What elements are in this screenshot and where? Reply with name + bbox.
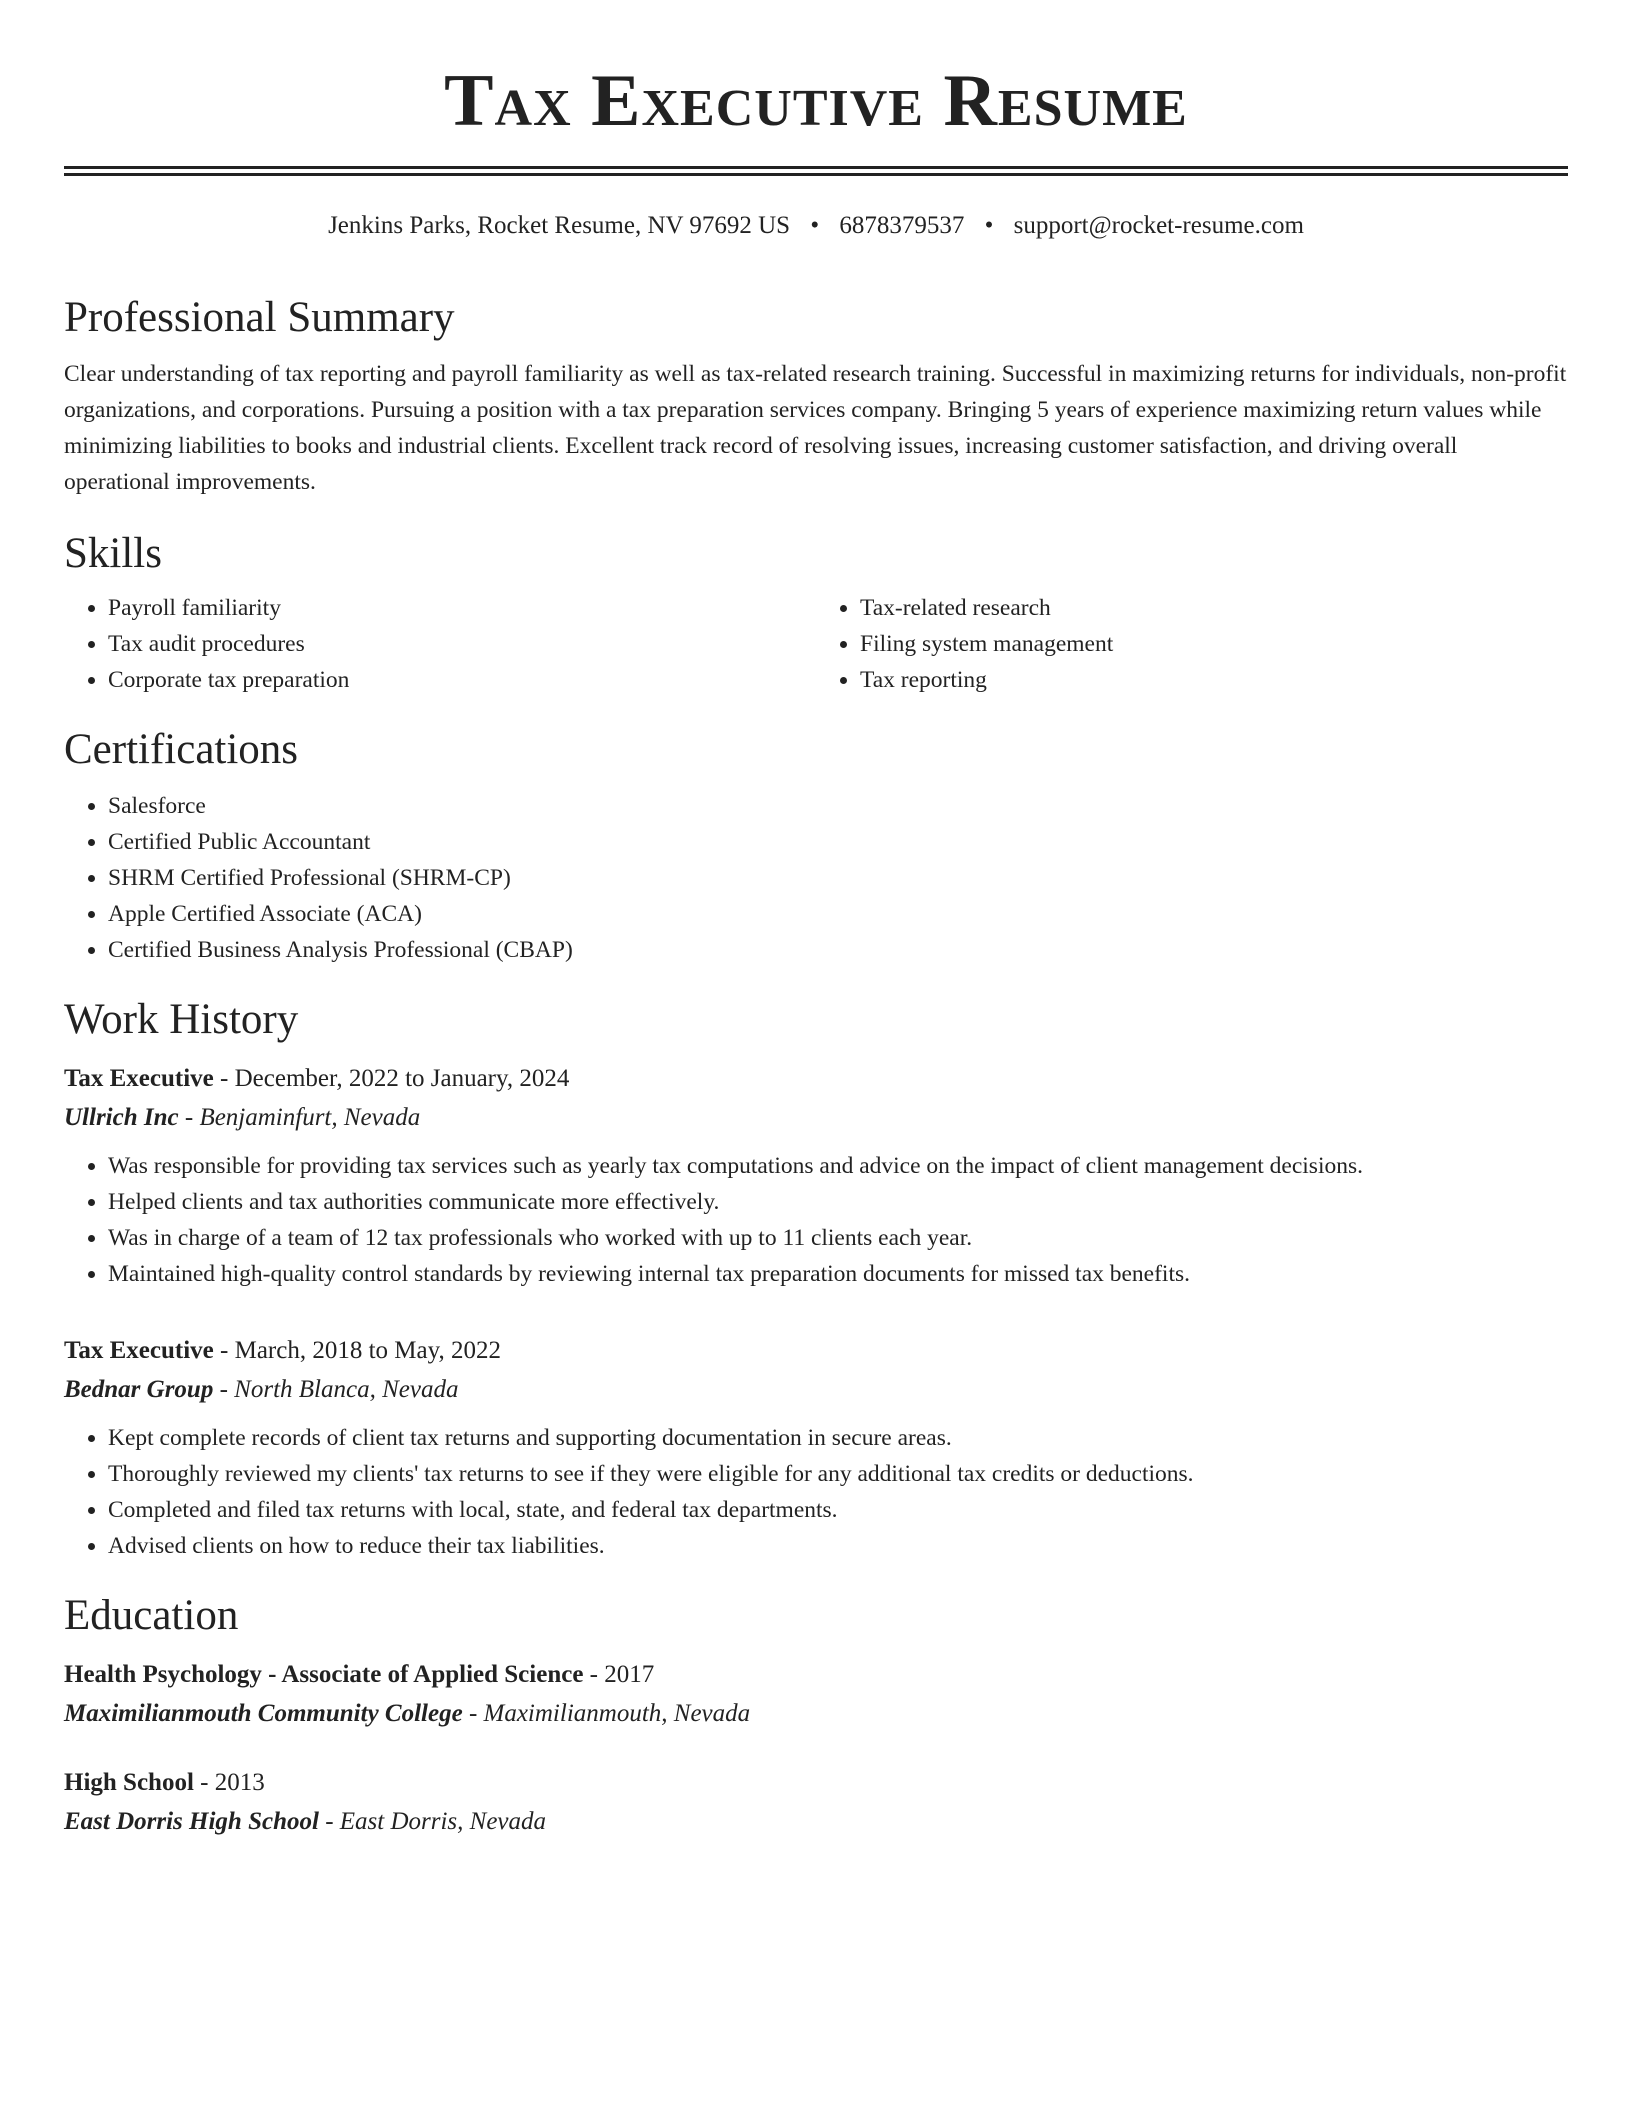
skills-section xyxy=(64,528,1568,698)
job-company: Bednar Group xyxy=(64,1376,214,1403)
skill-item: • Tax-related research xyxy=(860,590,1568,626)
job-bullet: • Was responsible for providing tax services such as yearly tax computations and advice on the impact of client management decisions. xyxy=(108,1148,1568,1184)
job-dates: March, 2018 to May, 2022 xyxy=(234,1337,502,1364)
certifications-list xyxy=(64,788,1568,968)
certification-item: • Certified Business Analysis Professional (CBAP) xyxy=(108,932,1568,968)
education-degree: High School xyxy=(64,1769,194,1796)
job-location: North Blanca, Nevada xyxy=(234,1376,459,1403)
work-history-section xyxy=(64,994,1568,1564)
job-title: Tax Executive xyxy=(64,1337,214,1364)
summary-text: Clear understanding of tax reporting and payroll familiarity as well as tax-related research training. Successful in maximizing returns for individuals, non-profit organizations, and corporations. Pursuing a position with a tax preparation services company. Bringing 5 years of experience maximizing return values while minimizing liabilities to books and industrial clients. Excellent track record of resolving issues, increasing customer satisfaction, and driving overall operational improvements. xyxy=(64,361,1567,495)
education-school-line: Maximilianmouth Community College - Maximilianmouth, Nevada xyxy=(64,1700,751,1727)
job-bullets xyxy=(64,1420,1568,1564)
resume-title: Tax Executive Resume xyxy=(444,60,1188,142)
job-bullet: • Completed and filed tax returns with local, state, and federal tax departments. xyxy=(108,1492,1568,1528)
education-location: East Dorris, Nevada xyxy=(339,1808,547,1835)
education-entry xyxy=(64,1656,1568,1734)
job-bullet: • Advised clients on how to reduce their tax liabilities. xyxy=(108,1528,1568,1564)
skill-item: • Payroll familiarity xyxy=(108,590,816,626)
skills-grid xyxy=(64,590,1568,698)
certification-item: • Apple Certified Associate (ACA) xyxy=(108,896,1568,932)
job-bullet: • Thoroughly reviewed my clients' tax returns to see if they were eligible for any additional tax credits or deductions. xyxy=(108,1456,1568,1492)
job-company-line: Bednar Group - North Blanca, Nevada xyxy=(64,1376,459,1403)
contact-address: Jenkins Parks, Rocket Resume, NV 97692 US xyxy=(328,212,791,239)
section-heading-work-history: Work History xyxy=(64,996,299,1043)
job-title-line: Tax Executive - March, 2018 to May, 2022 xyxy=(64,1337,502,1364)
job-company-line: Ullrich Inc - Benjaminfurt, Nevada xyxy=(64,1104,421,1131)
job-title-line: Tax Executive - December, 2022 to January, 2024 xyxy=(64,1065,570,1092)
certification-item: • Salesforce xyxy=(108,788,1568,824)
skill-item: • Filing system management xyxy=(860,626,1568,662)
job-location: Benjaminfurt, Nevada xyxy=(199,1104,421,1131)
skill-item: • Corporate tax preparation xyxy=(108,662,816,698)
contact-phone: 6878379537 xyxy=(839,212,965,239)
contact-email: support@rocket-resume.com xyxy=(1013,212,1304,239)
job-dates: December, 2022 to January, 2024 xyxy=(234,1065,570,1092)
skills-column-right xyxy=(816,590,1568,698)
education-entry xyxy=(64,1764,1568,1842)
education-location: Maximilianmouth, Nevada xyxy=(483,1700,751,1727)
education-school: Maximilianmouth Community College xyxy=(64,1700,463,1727)
contact-line xyxy=(64,210,1568,242)
job-bullet: • Was in charge of a team of 12 tax professionals who worked with up to 11 clients each year. xyxy=(108,1220,1568,1256)
certification-item: • SHRM Certified Professional (SHRM-CP) xyxy=(108,860,1568,896)
job-bullet: • Kept complete records of client tax returns and supporting documentation in secure areas. xyxy=(108,1420,1568,1456)
education-year: 2017 xyxy=(604,1661,655,1688)
education-degree-line: High School - 2013 xyxy=(64,1769,265,1796)
section-heading-education: Education xyxy=(64,1592,239,1639)
job-bullet: • Maintained high-quality control standards by reviewing internal tax preparation documents for missed tax benefits. xyxy=(108,1256,1568,1292)
education-school-line: East Dorris High School - East Dorris, Nevada xyxy=(64,1808,547,1835)
skills-column-left xyxy=(64,590,816,698)
certifications-section xyxy=(64,724,1568,968)
job-bullet: • Helped clients and tax authorities communicate more effectively. xyxy=(108,1184,1568,1220)
education-section xyxy=(64,1590,1568,1842)
certification-item: • Certified Public Accountant xyxy=(108,824,1568,860)
contact-separator: • xyxy=(984,212,994,239)
skill-item: • Tax audit procedures xyxy=(108,626,816,662)
section-heading-skills: Skills xyxy=(64,530,162,577)
job-bullets xyxy=(64,1148,1568,1292)
job-entry xyxy=(64,1332,1568,1564)
skill-item: • Tax reporting xyxy=(860,662,1568,698)
professional-summary-section xyxy=(64,292,1568,500)
education-year: 2013 xyxy=(214,1769,265,1796)
education-degree-line: Health Psychology - Associate of Applied Science - 2017 xyxy=(64,1661,655,1688)
job-title: Tax Executive xyxy=(64,1065,214,1092)
title-divider xyxy=(64,166,1568,176)
job-company: Ullrich Inc xyxy=(64,1104,179,1131)
job-entry xyxy=(64,1060,1568,1292)
section-heading-certifications: Certifications xyxy=(64,726,299,773)
contact-separator: • xyxy=(810,212,820,239)
education-school: East Dorris High School xyxy=(64,1808,319,1835)
section-heading-summary: Professional Summary xyxy=(64,294,455,341)
education-degree: Health Psychology - Associate of Applied Science xyxy=(64,1661,584,1688)
